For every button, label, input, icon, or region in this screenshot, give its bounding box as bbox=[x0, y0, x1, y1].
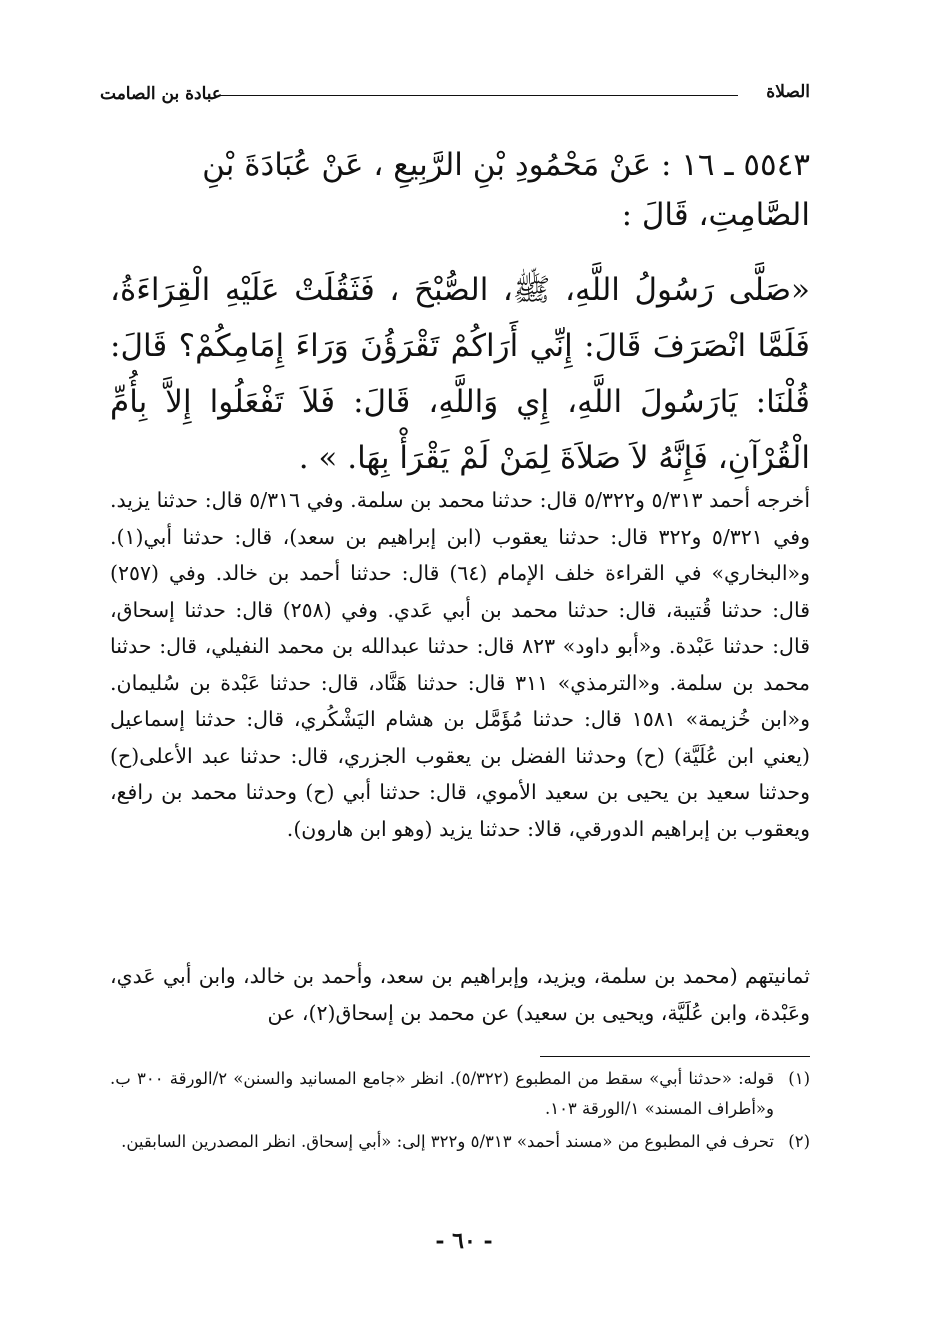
running-header bbox=[100, 78, 810, 112]
takhrij-paragraph: أخرجه أحمد ٥/٣١٣ و٥/٣٢٢ قال: حدثنا محمد بن سلمة. وفي ٥/٣١٦ قال: حدثنا يزيد. وفي ٥/٣٢١ و٣٢٢ قال: حدثنا يعقوب (ابن إبراهيم بن سعد)، قال: حدثنا أبي(١). و«البخاري» في القراءة خلف الإمام (٦٤) قال: حدثنا أحمد بن خالد. وفي (٢٥٧) قال: حدثنا قُتيبة، قال: حدثنا محمد بن أبي عَدي. وفي (٢٥٨) قال: حدثنا إسحاق، قال: حدثنا عَبْدة. و«أبو داود» ٨٢٣ قال: حدثنا عبدالله بن محمد النفيلي، قال: حدثنا محمد بن سلمة. و«الترمذي» ٣١١ قال: حدثنا هَنَّاد، قال: حدثنا عَبْدة بن سُليمان. و«ابن خُزيمة» ١٥٨١ قال: حدثنا مُؤَمَّل بن هشام اليَشْكُري، قال: حدثنا إسماعيل (يعني ابن عُلَيَّة) (ح) وحدثنا الفضل بن يعقوب الجزري، قال: حدثنا عبد الأعلى(ح) وحدثنا سعيد بن يحيى بن سعيد الأموي، قال: حدثنا أبي (ح) وحدثنا محمد بن رافع، ويعقوب بن إبراهيم الدورقي، قالا: حدثنا يزيد (وهو ابن هارون). bbox=[110, 488, 811, 841]
summary-paragraph: ثمانيتهم (محمد بن سلمة، ويزيد، وإبراهيم بن سعد، وأحمد بن خالد، وابن أبي عَدي، وعَبْدة، وابن عُلَيَّة، ويحيى بن سعيد) عن محمد بن إسحاق(٢)، عن bbox=[110, 964, 810, 1025]
footnote-text: تحرف في المطبوع من «مسند أحمد» ٥/٣١٣ و٣٢٢ إلى: «أبي إسحاق. انظر المصدرين السابقين. bbox=[121, 1132, 774, 1151]
footnote-text: قوله: «حدثنا أبي» سقط من المطبوع (٥/٣٢٢). انظر «جامع المسانيد والسنن» ٢/الورقة ٣٠٠ ب. و«أطراف المسند» ١/الورقة ١٠٣. bbox=[110, 1069, 774, 1118]
header-rule bbox=[220, 95, 738, 96]
section-title: عبادة بن الصامت bbox=[100, 84, 223, 104]
footnote-divider bbox=[540, 1056, 810, 1057]
hadith-text: «صَلَّى رَسُولُ اللَّهِ، ﷺ، الصُّبْحَ ، فَثَقُلَتْ عَلَيْهِ الْقِرَاءَةُ، فَلَمَّا انْصَرَفَ قَالَ: إِنِّي أَرَاكُمْ تَقْرَؤُنَ وَرَاءَ إِمَامِكُمْ؟ قَالَ: قُلْنَا: يَارَسُولَ اللَّهِ، إِي وَاللَّهِ، قَالَ: فَلاَ تَفْعَلُوا إِلاَّ بِأُمِّ الْقُرْآنِ، فَإِنَّهُ لاَ صَلاَةَ لِمَنْ لَمْ يَقْرَأْ بِهَا. » . bbox=[110, 272, 810, 476]
chapter-title: الصلاة bbox=[766, 82, 810, 102]
footnotes bbox=[110, 1064, 810, 1160]
footnote-number: (١) bbox=[788, 1069, 810, 1088]
footnote-2 bbox=[110, 1127, 810, 1157]
hadith-heading: ٥٥٤٣ ـ ١٦ : عَنْ مَحْمُودِ بْنِ الرَّبِيعِ ، عَنْ عُبَادَةَ بْنِ الصَّامِتِ، قَالَ : bbox=[202, 147, 810, 233]
footnote-1 bbox=[110, 1064, 810, 1124]
page-number: - ٦٠ - bbox=[435, 1228, 493, 1254]
footnote-number: (٢) bbox=[788, 1132, 810, 1151]
